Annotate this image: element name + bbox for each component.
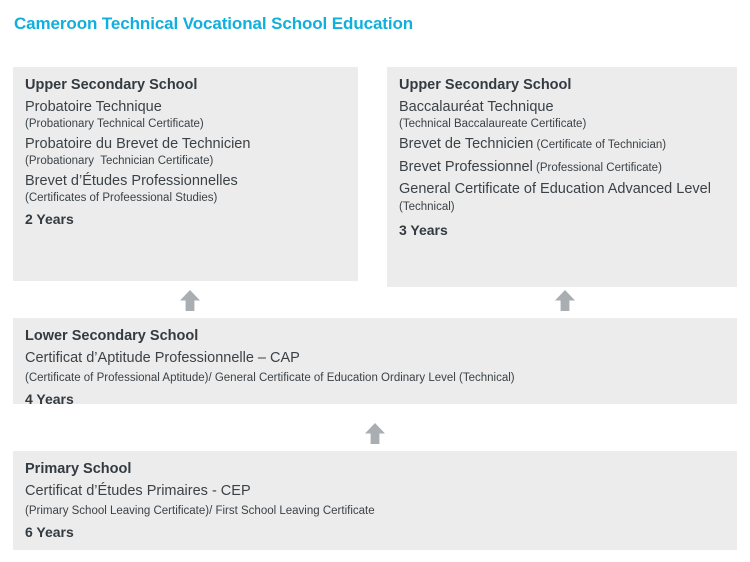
credential-translation: (Probationary Technical Certificate) bbox=[25, 117, 204, 130]
upper-secondary-left-heading: Upper Secondary School bbox=[25, 77, 198, 93]
credential-name: Certificat d’Aptitude Professionnelle – CAP bbox=[25, 350, 300, 367]
credential-translation: (Technical) bbox=[399, 201, 455, 214]
duration-label: 3 Years bbox=[399, 221, 448, 238]
credential-name: Certificat d’Études Primaires - CEP bbox=[25, 483, 251, 500]
credential-item bbox=[25, 136, 346, 168]
credential-item bbox=[399, 181, 725, 216]
credential-translation: (Probationary Technician Certificate) bbox=[25, 154, 214, 167]
lower-secondary-box bbox=[13, 318, 737, 408]
duration-label: 4 Years bbox=[25, 391, 74, 408]
credential-name: Probatoire Technique bbox=[25, 99, 162, 116]
credential-name: Brevet de Technicien bbox=[399, 136, 534, 153]
credential-item bbox=[399, 99, 725, 131]
credential-translation: (Professional Certificate) bbox=[532, 161, 662, 174]
upper-secondary-right-heading: Upper Secondary School bbox=[399, 77, 572, 93]
credential-name-line bbox=[399, 181, 725, 216]
credential-name: Brevet Professionnel bbox=[399, 158, 533, 175]
upper-secondary-right-box bbox=[387, 67, 737, 287]
page-title: Cameroon Technical Vocational School Education bbox=[14, 14, 414, 33]
credential-item bbox=[25, 173, 346, 205]
credential-translation: (Certificate of Professional Aptitude)/ General Certificate of Education Ordinary Level (Technical) bbox=[25, 371, 515, 384]
arrow-up-icon bbox=[177, 287, 203, 313]
credential-name-line bbox=[399, 136, 725, 153]
arrow-up-icon bbox=[552, 287, 578, 313]
credential-item bbox=[399, 159, 725, 176]
duration-label: 2 Years bbox=[25, 211, 74, 228]
credential-name: Brevet d’Études Professionnelles bbox=[25, 173, 238, 190]
credential-name: Baccalauréat Technique bbox=[399, 99, 554, 116]
credential-translation: (Primary School Leaving Certificate)/ First School Leaving Certificate bbox=[25, 504, 375, 517]
credential-item bbox=[25, 99, 346, 131]
primary-school-heading: Primary School bbox=[25, 461, 132, 477]
credential-translation: (Certificate of Technician) bbox=[533, 139, 667, 152]
credential-name-line bbox=[399, 159, 725, 176]
upper-secondary-left-box bbox=[13, 67, 358, 281]
credential-name: General Certificate of Education Advanced Level bbox=[399, 181, 711, 197]
arrow-up-icon bbox=[362, 420, 388, 446]
duration-label: 6 Years bbox=[25, 524, 74, 541]
primary-school-box bbox=[13, 451, 737, 550]
credential-translation: (Certificates of Profeessional Studies) bbox=[25, 191, 218, 204]
credential-item bbox=[399, 136, 725, 153]
lower-secondary-heading: Lower Secondary School bbox=[25, 328, 199, 344]
credential-name: Probatoire du Brevet de Technicien bbox=[25, 136, 251, 153]
credential-translation: (Technical Baccalaureate Certificate) bbox=[399, 117, 587, 130]
